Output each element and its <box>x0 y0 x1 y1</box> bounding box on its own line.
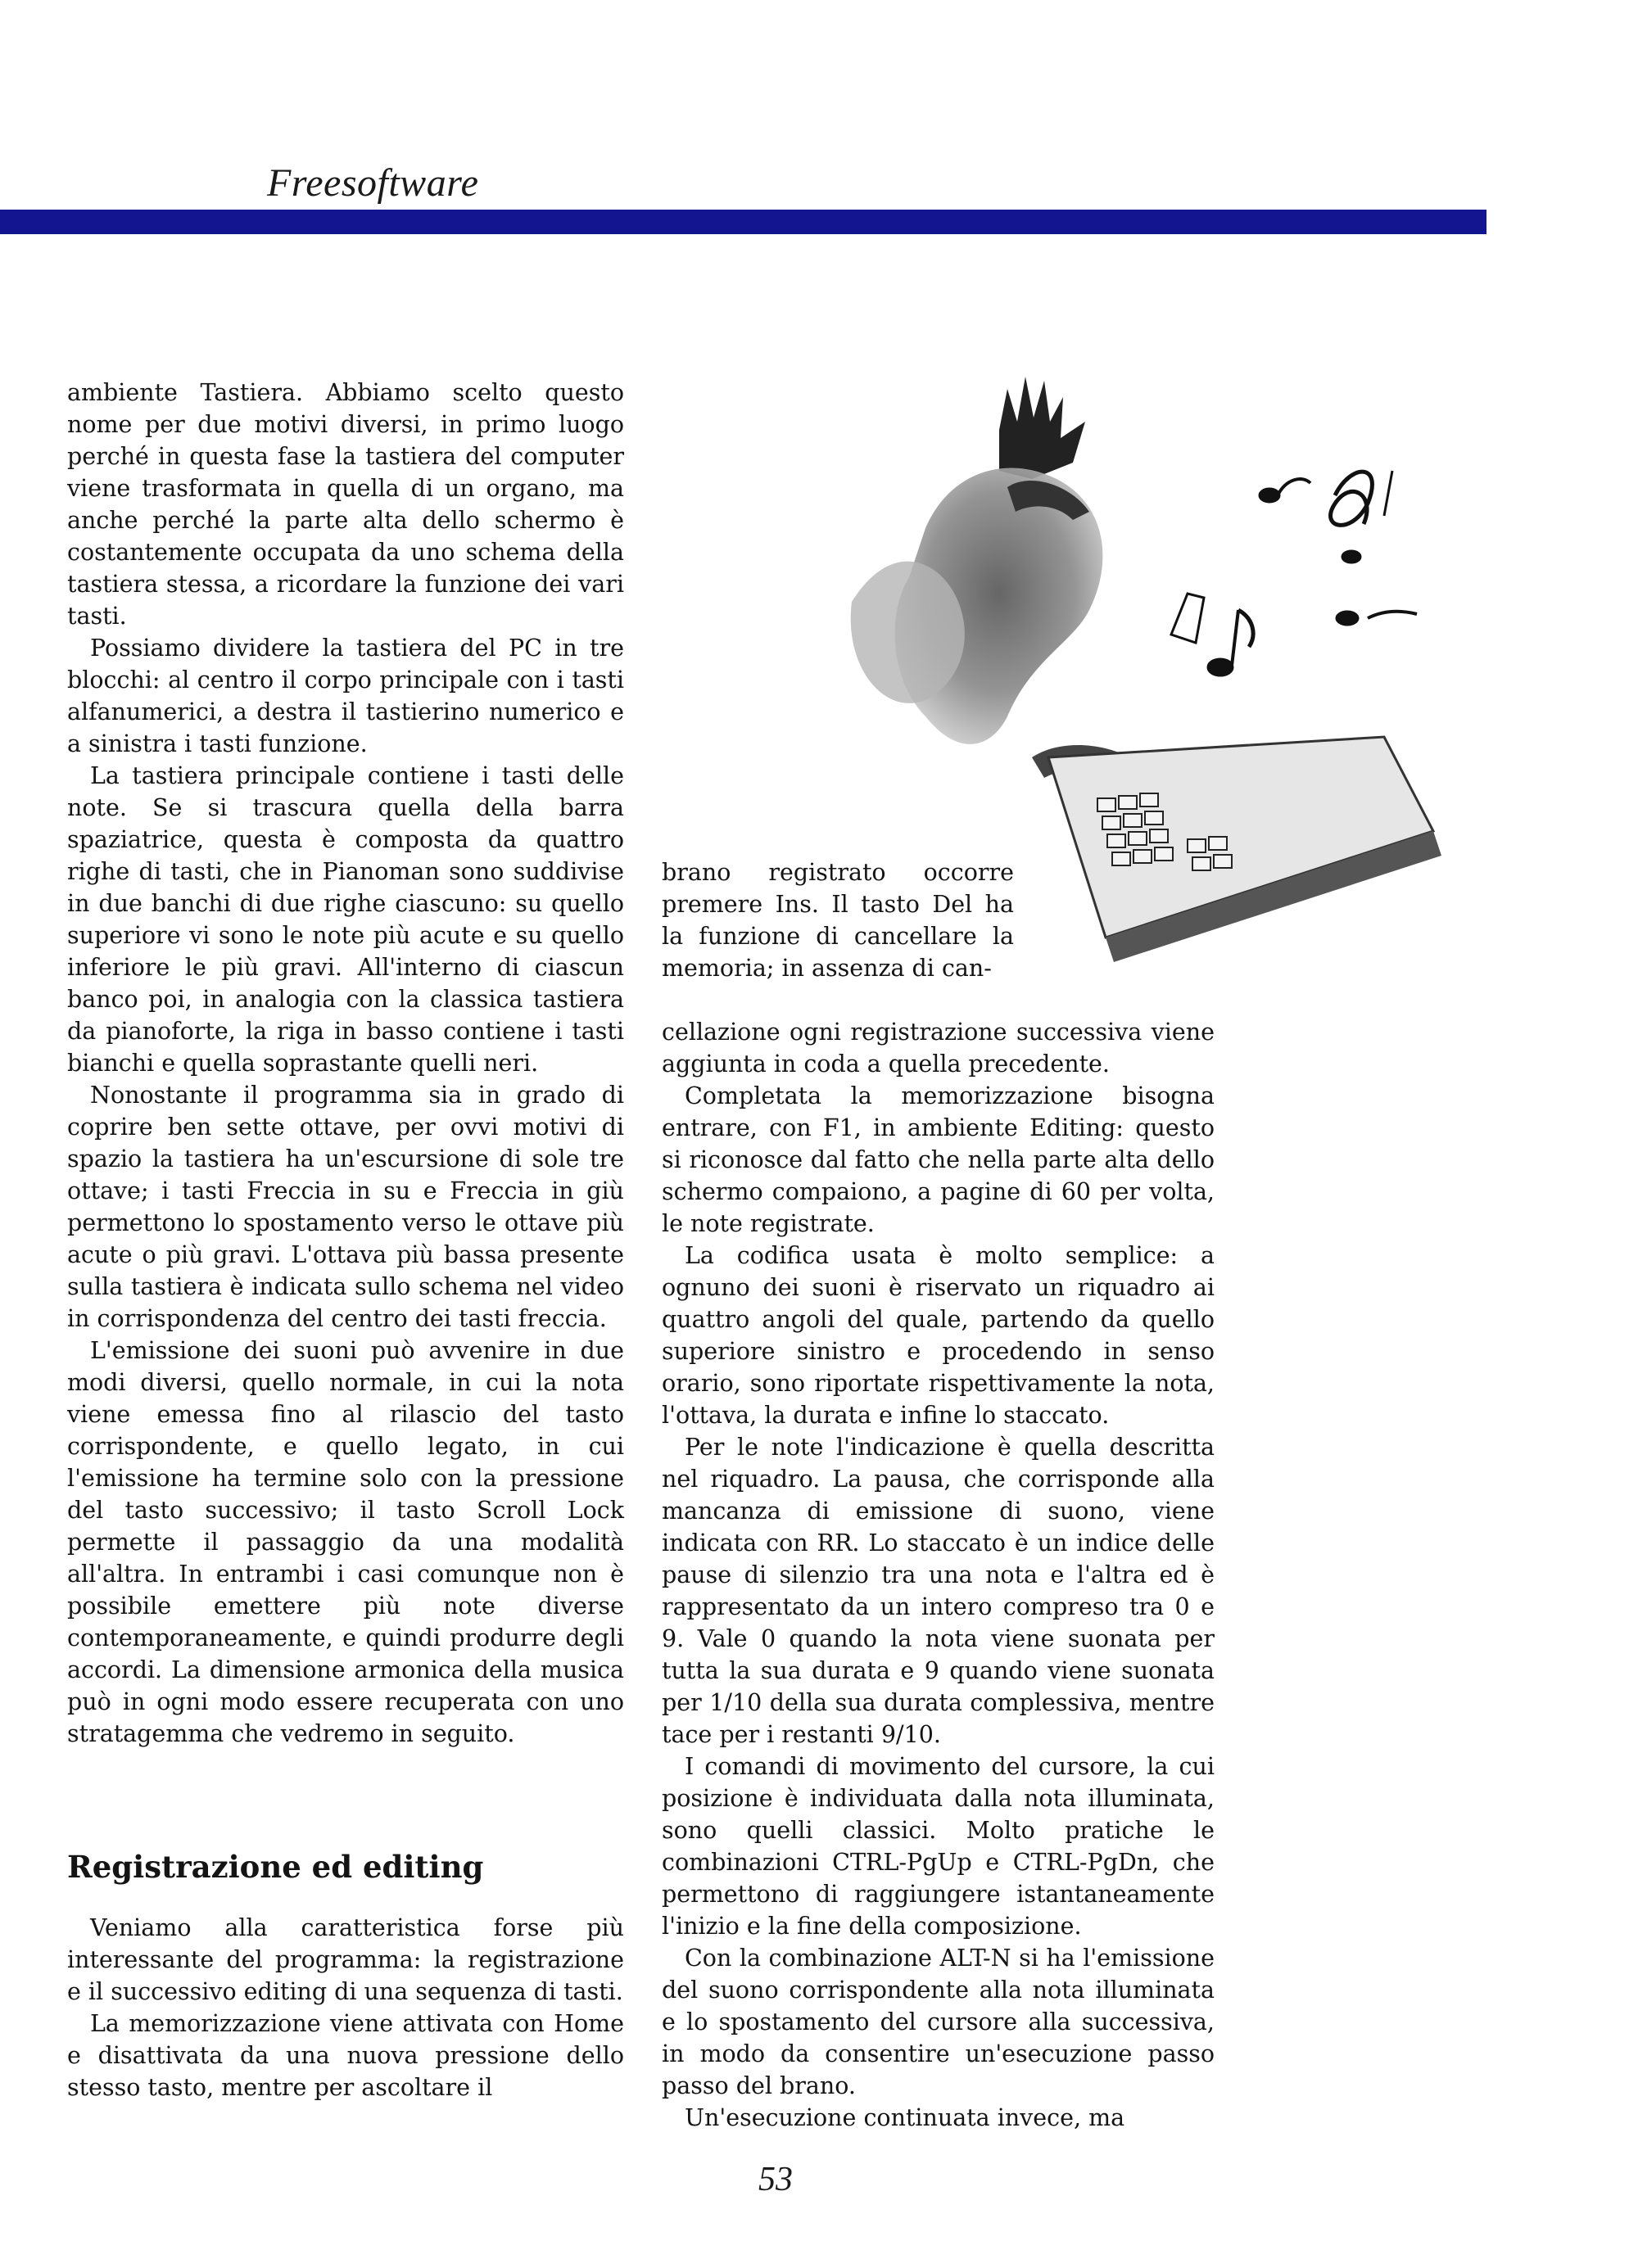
paragraph: La memorizzazione viene attivata con Home e disattivata da una nuova pressione dello stesso tasto, mentre per ascoltare il <box>67 2010 624 2101</box>
paragraph: cellazione ogni registrazione successiva viene aggiunta in coda a quella precedente. <box>662 1019 1215 1078</box>
paragraph: Per le note l'indicazione è quella descritta nel riquadro. La pausa, che corrisponde alla mancanza di emissione di suono, viene indicata con RR. Lo staccato è un indice delle pause di silenzio tra una nota e l'altra ed è rappresentato da un intero compreso tra 0 e 9. Vale 0 quando la nota viene suonata per tutta la sua durata e 9 quando viene suonata per 1/10 della sua durata complessiva, mentre tace per i restanti 9/10. <box>662 1434 1215 1748</box>
header-bar <box>0 210 1486 234</box>
pianist-illustration <box>762 373 1466 987</box>
right-column <box>662 1016 1215 2134</box>
left-column <box>67 377 624 1750</box>
paragraph: La codifica usata è molto semplice: a ognuno dei suoni è riservato un riquadro ai quattro angoli del quale, partendo da quello superiore sinistro e procedendo in senso orario, sono riportate rispettivamente la nota, l'ottava, la durata e infine lo staccato. <box>662 1242 1215 1429</box>
section-heading: Registrazione ed editing <box>67 1849 484 1885</box>
paragraph: Un'esecuzione continuata invece, ma <box>685 2104 1125 2131</box>
paragraph: Possiamo dividere la tastiera del PC in tre blocchi: al centro il corpo principale con i tasti alfanumerici, a destra il tastierino numerico e a sinistra i tasti funzione. <box>67 635 624 757</box>
paragraph: L'emissione dei suoni può avvenire in due modi diversi, quello normale, in cui la nota viene emessa fino al rilascio del tasto corrispondente, e quello legato, in cui l'emissione ha termine solo con la pressione del tasto successivo; il tasto Scroll Lock permette il passaggio da una modalità all'altra. In entrambi i casi comunque non è possibile emettere più note diverse contemporaneamente, e quindi produrre degli accordi. La dimensione armonica della musica può in ogni modo essere recuperata con uno stratagemma che vedremo in seguito. <box>67 1337 624 1747</box>
paragraph: ambiente Tastiera. Abbiamo scelto questo nome per due motivi diversi, in primo luogo perché in questa fase la tastiera del computer viene trasformata in quella di un organo, ma anche perché la parte alta dello schermo è costantemente occupata da uno schema della tastiera stessa, a ricordare la funzione dei vari tasti. <box>67 379 624 630</box>
paragraph: Con la combinazione ALT-N si ha l'emissione del suono corrispondente alla nota illuminata e lo spostamento del cursore alla successiva, in modo da consentire un'esecuzione passo passo del brano. <box>662 1945 1215 2099</box>
paragraph: Veniamo alla caratteristica forse più interessante del programma: la registrazione e il successivo editing di una sequenza di tasti. <box>67 1914 624 2005</box>
music-notes <box>1171 471 1417 676</box>
paragraph: Nonostante il programma sia in grado di coprire ben sette ottave, per ovvi motivi di spazio la tastiera ha un'escursione di sole tre ottave; i tasti Freccia in su e Freccia in giù permettono lo spostamento verso le ottave più acute o più gravi. L'ottava più bassa presente sulla tastiera è indicata sullo schema nel video in corrispondenza del centro dei tasti freccia. <box>67 1082 624 1332</box>
paragraph: La tastiera principale contiene i tasti delle note. Se si trascura quella della barra spaziatrice, questa è composta da quattro righe di tasti, che in Pianoman sono suddivise in due banchi di due righe ciascuno: su quello superiore vi sono le note più acute e su quello inferiore le più gravi. All'interno di ciascun banco poi, in analogia con la classica tastiera da pianoforte, la riga in basso contiene i tasti bianchi e quella soprastante quelli neri. <box>67 762 624 1077</box>
paragraph: Completata la memorizzazione bisogna entrare, con F1, in ambiente Editing: questo si riconosce dal fatto che nella parte alta dello schermo compaiono, a pagine di 60 per volta, le note registrate. <box>662 1082 1215 1237</box>
paragraph: I comandi di movimento del cursore, la cui posizione è individuata dalla nota illuminata, sono quelli classici. Molto pratiche le combinazioni CTRL-PgUp e CTRL-PgDn, che permettono di raggiungere istantaneamente l'inizio e la fine della composizione. <box>662 1753 1215 1940</box>
page-number: 53 <box>758 2161 793 2198</box>
paragraph: brano registrato occorre premere Ins. Il tasto Del ha la funzione di cancellare la memoria; in assenza di can- <box>662 859 1014 982</box>
left-column-lower <box>67 1912 624 2103</box>
hair-shape <box>999 377 1085 479</box>
page-header-title: Freesoftware <box>267 161 479 205</box>
